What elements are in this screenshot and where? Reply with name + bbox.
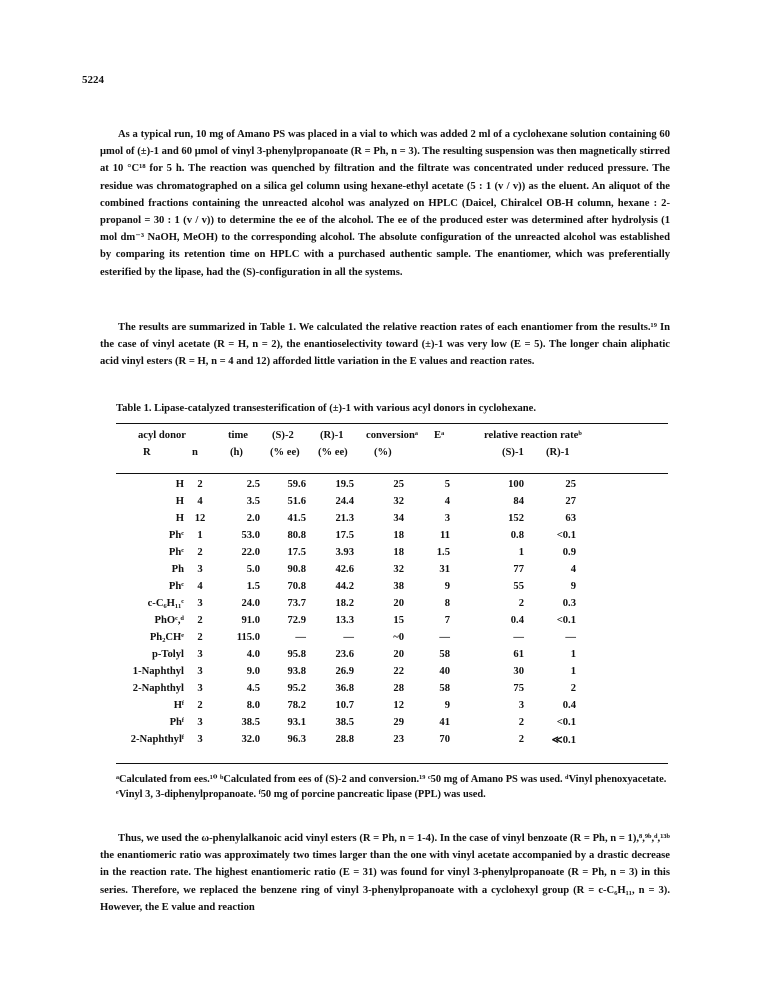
table-cell-n: 2 <box>197 615 203 626</box>
table-cell-e: 5 <box>444 479 450 490</box>
table-cell-r1: 24.4 <box>335 496 354 507</box>
table-row <box>116 649 668 665</box>
table-cell-rs: 0.4 <box>510 615 524 626</box>
table-cell-time: 32.0 <box>241 734 260 745</box>
header-r1: (R)-1 <box>320 430 344 441</box>
header-acyl-donor: acyl donor <box>138 430 186 441</box>
header-rate-r: (R)-1 <box>546 447 570 458</box>
table-cell-rr: 2 <box>570 683 576 694</box>
table-cell-r1: — <box>343 632 354 643</box>
table-cell-rr: 25 <box>565 479 576 490</box>
table-cell-s2: 90.8 <box>287 564 306 575</box>
table-cell-r: H <box>175 496 184 507</box>
table-cell-n: 2 <box>197 479 203 490</box>
table-cell-s2: 93.1 <box>287 717 306 728</box>
page-number: 5224 <box>82 74 104 86</box>
table-cell-rr: <0.1 <box>556 615 576 626</box>
table-cell-conv: 29 <box>393 717 404 728</box>
table-cell-n: 3 <box>197 734 203 745</box>
table-cell-e: 9 <box>444 700 450 711</box>
table-cell-s2: 72.9 <box>287 615 306 626</box>
table-cell-time: 91.0 <box>241 615 260 626</box>
table-cell-time: 38.5 <box>241 717 260 728</box>
table-cell-r1: 19.5 <box>335 479 354 490</box>
table-cell-time: 115.0 <box>236 632 260 643</box>
table-cell-time: 3.5 <box>246 496 260 507</box>
table-cell-rs: 1 <box>518 547 524 558</box>
table-cell-conv: 20 <box>393 598 404 609</box>
table-cell-rs: 2 <box>518 734 524 745</box>
table-cell-s2: — <box>295 632 306 643</box>
table-cell-rr: ≪0.1 <box>551 735 576 746</box>
table-cell-s2: 73.7 <box>287 598 306 609</box>
table-cell-s2: 80.8 <box>287 530 306 541</box>
table-cell-e: 70 <box>439 734 450 745</box>
table-row <box>116 547 668 563</box>
table-cell-time: 5.0 <box>246 564 260 575</box>
table-cell-time: 22.0 <box>241 547 260 558</box>
table-cell-r1: 13.3 <box>335 615 354 626</box>
table-cell-rr: 1 <box>570 666 576 677</box>
header-r1-unit: (% ee) <box>318 447 348 458</box>
table-cell-r1: 26.9 <box>335 666 354 677</box>
table-cell-n: 3 <box>197 649 203 660</box>
table-cell-e: 58 <box>439 649 450 660</box>
table-cell-e: 40 <box>439 666 450 677</box>
table-cell-r: Phᶠ <box>169 717 184 728</box>
table-cell-r1: 21.3 <box>335 513 354 524</box>
table-row <box>116 530 668 546</box>
table-cell-rr: 63 <box>565 513 576 524</box>
table-cell-time: 2.5 <box>246 479 260 490</box>
table-cell-r1: 10.7 <box>335 700 354 711</box>
table-cell-s2: 17.5 <box>287 547 306 558</box>
table-cell-rr: — <box>565 632 576 643</box>
table-cell-e: 31 <box>439 564 450 575</box>
table-cell-e: 7 <box>444 615 450 626</box>
table-cell-conv: 15 <box>393 615 404 626</box>
table-row <box>116 598 668 614</box>
table-cell-rs: 0.8 <box>510 530 524 541</box>
table-cell-conv: 34 <box>393 513 404 524</box>
table-cell-n: 2 <box>197 632 203 643</box>
table-cell-e: 9 <box>444 581 450 592</box>
table-row <box>116 632 668 648</box>
header-conversion: conversionᵃ <box>366 430 418 441</box>
table-cell-rs: 55 <box>513 581 524 592</box>
table-cell-s2: 95.8 <box>287 649 306 660</box>
table-cell-n: 3 <box>197 683 203 694</box>
table-cell-rs: 84 <box>513 496 524 507</box>
table-cell-conv: 18 <box>393 530 404 541</box>
table-cell-n: 2 <box>197 547 203 558</box>
table-cell-time: 4.0 <box>246 649 260 660</box>
header-rate-s: (S)-1 <box>502 447 524 458</box>
table-cell-rs: 152 <box>508 513 524 524</box>
table-cell-time: 8.0 <box>246 700 260 711</box>
table-row <box>116 734 668 750</box>
table-cell-rs: 2 <box>518 598 524 609</box>
table-cell-rr: 4 <box>570 564 576 575</box>
table-cell-n: 4 <box>197 581 203 592</box>
table-cell-n: 2 <box>197 700 203 711</box>
table-cell-e: 4 <box>444 496 450 507</box>
table-cell-n: 3 <box>197 598 203 609</box>
table-cell-rr: <0.1 <box>556 717 576 728</box>
table-caption: Table 1. Lipase-catalyzed transesterification of (±)-1 with various acyl donors in cyclohexane. <box>116 403 537 414</box>
table-cell-n: 3 <box>197 564 203 575</box>
table-row <box>116 666 668 682</box>
table-cell-conv: 38 <box>393 581 404 592</box>
table-cell-rr: 1 <box>570 649 576 660</box>
table-row <box>116 479 668 495</box>
table-cell-r: Phᶜ <box>168 530 184 541</box>
table-cell-rs: 2 <box>518 717 524 728</box>
table-row <box>116 513 668 529</box>
table-cell-s2: 93.8 <box>287 666 306 677</box>
table-cell-n: 3 <box>197 666 203 677</box>
table-cell-r: p-Tolyl <box>152 649 184 660</box>
table-cell-r1: 17.5 <box>335 530 354 541</box>
table-cell-rs: 61 <box>513 649 524 660</box>
table-cell-conv: 20 <box>393 649 404 660</box>
table-cell-r: 2-Naphthylᶠ <box>130 734 184 745</box>
table-cell-s2: 51.6 <box>287 496 306 507</box>
table-cell-r: 2-Naphthyl <box>132 683 184 694</box>
table-cell-time: 1.5 <box>246 581 260 592</box>
table-cell-s2: 96.3 <box>287 734 306 745</box>
header-relative-rate: relative reaction rateᵇ <box>484 430 582 441</box>
table-cell-conv: ~0 <box>393 632 404 643</box>
table-cell-e: 8 <box>444 598 450 609</box>
table-cell-time: 24.0 <box>241 598 260 609</box>
table-header-rule <box>116 473 668 474</box>
table-cell-r: Ph₂CHᵉ <box>149 632 184 643</box>
table-cell-conv: 25 <box>393 479 404 490</box>
table-row <box>116 564 668 580</box>
table-cell-r1: 18.2 <box>335 598 354 609</box>
table-row <box>116 581 668 597</box>
table-cell-conv: 22 <box>393 666 404 677</box>
table-cell-n: 3 <box>197 717 203 728</box>
table-cell-e: 11 <box>439 530 450 541</box>
table-cell-r: H <box>175 513 184 524</box>
table-top-rule <box>116 423 668 424</box>
table-cell-e: 1.5 <box>436 547 450 558</box>
table-cell-n: 1 <box>197 530 203 541</box>
table-cell-n: 12 <box>194 513 206 524</box>
table-cell-time: 4.5 <box>246 683 260 694</box>
header-time-unit: (h) <box>230 447 243 458</box>
table-cell-rs: 75 <box>513 683 524 694</box>
header-time: time <box>228 430 248 441</box>
table-footnotes: ᵃCalculated from ees.¹⁰ ᵇCalculated from ees of (S)-2 and conversion.¹⁹ ᶜ50 mg of Amano PS was used. ᵈVinyl phenoxyacetate. ᵉVinyl 3, 3-diphenylpropanoate. ᶠ50 mg of porcine pancreatic lipase (PPL) was used. <box>116 774 667 801</box>
table-cell-rr: 0.9 <box>562 547 576 558</box>
table-cell-e: — <box>439 632 450 643</box>
table-cell-r1: 36.8 <box>335 683 354 694</box>
header-conversion-unit: (%) <box>374 447 392 458</box>
table-cell-rs: 30 <box>513 666 524 677</box>
table-cell-conv: 12 <box>393 700 404 711</box>
table-cell-conv: 23 <box>393 734 404 745</box>
table-cell-r: c-C₆H₁₁ᶜ <box>147 598 184 609</box>
header-n: n <box>192 447 198 458</box>
table-cell-rr: 9 <box>570 581 576 592</box>
table-cell-s2: 78.2 <box>287 700 306 711</box>
table-cell-r1: 3.93 <box>335 547 354 558</box>
table-cell-e: 58 <box>439 683 450 694</box>
paragraph-experimental: As a typical run, 10 mg of Amano PS was placed in a vial to which was added 2 ml of a cyclohexane solution containing 60 μmol of (±)-1 and 60 μmol of vinyl 3-phenylpropanoate (R = Ph, n = 3). The resulting suspension was then magnetically stirred at 10 °C¹⁸ for 5 h. The reaction was quenched by filtration and the filtrate was concentrated under reduced pressure. The residue was chromatographed on a silica gel column using hexane-ethyl acetate (5 : 1 (v / v)) as the eluent. An aliquot of the combined fractions containing the unreacted alcohol was analyzed on HPLC (Daicel, Chiralcel OB-H column, hexane : 2-propanol = 30 : 1 (v / v)) to determine the ee of the alcohol. The ee of the produced ester was determined after hydrolysis (1 mol dm⁻³ NaOH, MeOH) to the corresponding alcohol. The absolute configuration of the unreacted alcohol was established by comparing its retention time on HPLC with a purchased authentic sample. The enantiomer, which was preferentially esterified by the lipase, had the (S)-configuration in all the systems. <box>100 129 670 278</box>
table-cell-rr: 0.3 <box>562 598 576 609</box>
table-row <box>116 496 668 512</box>
table-cell-s2: 95.2 <box>287 683 306 694</box>
table-cell-r: H <box>175 479 184 490</box>
table-cell-r: Phᶜ <box>168 581 184 592</box>
table-cell-r1: 42.6 <box>335 564 354 575</box>
table-cell-time: 2.0 <box>246 513 260 524</box>
table-cell-time: 53.0 <box>241 530 260 541</box>
table-cell-time: 9.0 <box>246 666 260 677</box>
table-cell-e: 3 <box>444 513 450 524</box>
header-e: Eᵃ <box>434 430 445 441</box>
table-cell-rr: 0.4 <box>562 700 576 711</box>
header-r: R <box>143 447 151 458</box>
table-cell-e: 41 <box>439 717 450 728</box>
table-cell-conv: 18 <box>393 547 404 558</box>
table-cell-conv: 28 <box>393 683 404 694</box>
table-cell-s2: 70.8 <box>287 581 306 592</box>
table-cell-rs: 3 <box>518 700 524 711</box>
table-cell-s2: 41.5 <box>287 513 306 524</box>
table-cell-rr: <0.1 <box>556 530 576 541</box>
table-row <box>116 717 668 733</box>
table-cell-r1: 23.6 <box>335 649 354 660</box>
table-cell-r: 1-Naphthyl <box>132 666 184 677</box>
table-cell-n: 4 <box>197 496 203 507</box>
table-cell-rr: 27 <box>565 496 576 507</box>
paragraph-discussion: Thus, we used the ω-phenylalkanoic acid vinyl esters (R = Ph, n = 1-4). In the case of vinyl benzoate (R = Ph, n = 1),⁸,⁹ᵇ,ᵈ,¹³ᵇ the enantiomeric ratio was approximately two times larger than the one with vinyl acetate accompanied by a drastic decrease in the reaction rate. The highest enantiomeric ratio (E = 31) was found for vinyl 3-phenylpropanoate (R = Ph, n = 3) in this series. Therefore, we replaced the benzene ring of vinyl 3-phenylpropanoate with a cyclohexyl group (R = c-C₆H₁₁, n = 3). However, the E value and reaction <box>100 833 670 913</box>
table-cell-s2: 59.6 <box>287 479 306 490</box>
table-cell-conv: 32 <box>393 496 404 507</box>
table-cell-rs: — <box>513 632 524 643</box>
paragraph-results: The results are summarized in Table 1. We calculated the relative reaction rates of each enantiomer from the results.¹⁹ In the case of vinyl acetate (R = H, n = 2), the enantioselectivity toward (±)-1 was very low (E = 5). The longer chain aliphatic acid vinyl esters (R = H, n = 4 and 12) afforded little variation in the E values and reaction rates. <box>100 322 670 368</box>
table-cell-r: Ph <box>171 564 184 575</box>
table-bottom-rule <box>116 763 668 764</box>
table-row <box>116 683 668 699</box>
table-row <box>116 700 668 716</box>
table-cell-rs: 77 <box>513 564 524 575</box>
table-cell-r1: 38.5 <box>335 717 354 728</box>
table-cell-r1: 28.8 <box>335 734 354 745</box>
table-cell-conv: 32 <box>393 564 404 575</box>
table-cell-r: PhOᶜ,ᵈ <box>154 615 184 626</box>
table-cell-r1: 44.2 <box>335 581 354 592</box>
table-cell-r: Phᶜ <box>168 547 184 558</box>
table-cell-r: Hᶠ <box>173 700 184 711</box>
header-s2-unit: (% ee) <box>270 447 300 458</box>
header-s2: (S)-2 <box>272 430 294 441</box>
table-cell-rs: 100 <box>508 479 524 490</box>
table-row <box>116 615 668 631</box>
